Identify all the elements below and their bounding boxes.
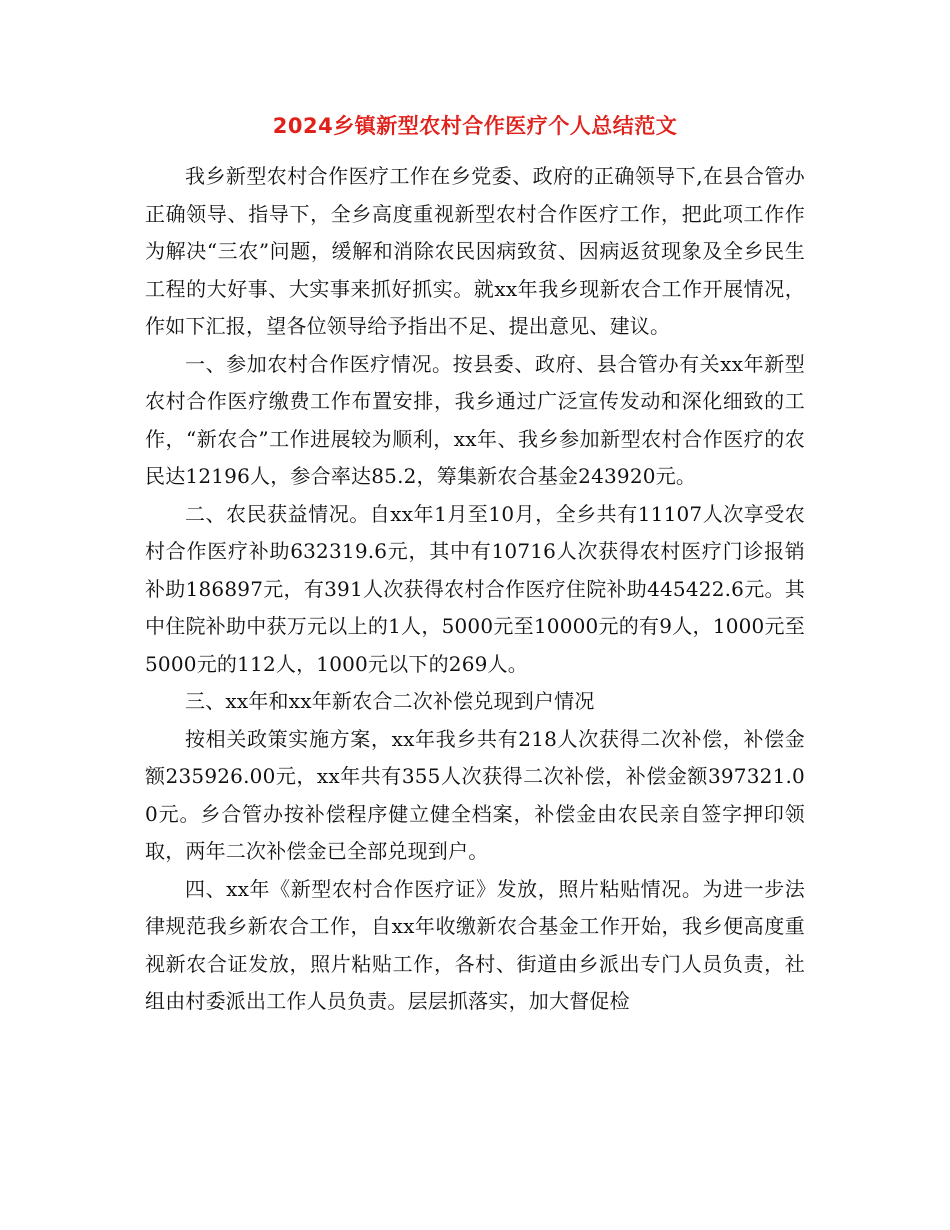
- document-title: 2024乡镇新型农村合作医疗个人总结范文: [272, 114, 678, 138]
- paragraph-section-4: 四、xx年《新型农村合作医疗证》发放，照片粘贴情况。为进一步法律规范我乡新农合工作，自xx年收缴新农合基金工作开始，我乡便高度重视新农合证发放，照片粘贴工作，各村、街道由乡派出专门人员负责，社组由村委派出工作人员负责。层层抓落实，加大督促检: [145, 876, 805, 1013]
- paragraph-section-2: 二、农民获益情况。自xx年1月至10月，全乡共有11107人次享受农村合作医疗补助632319.6元，其中有10716人次获得农村医疗门诊报销补助186897元，有391人次获得农村合作医疗住院补助445422.6元。其中住院补助中获万元以上的1人，5000元至10000元的有9人，1000元至5000元的112人，1000元以下的269人。: [145, 501, 805, 676]
- paragraph-section-3-heading: 三、xx年和xx年新农合二次补偿兑现到户情况: [185, 689, 595, 713]
- paragraph-intro: 我乡新型农村合作医疗工作在乡党委、政府的正确领导下,在县合管办正确领导、指导下，全乡高度重视新型农村合作医疗工作，把此项工作作为解决“三农”问题，缓解和消除农民因病致贫、因病返贫现象及全乡民生工程的大好事、大实事来抓好抓实。就xx年我乡现新农合工作开展情况，作如下汇报，望各位领导给予指出不足、提出意见、建议。: [145, 164, 805, 338]
- paragraph-section-1: 一、参加农村合作医疗情况。按县委、政府、县合管办有关xx年新型农村合作医疗缴费工作布置安排，我乡通过广泛宣传发动和深化细致的工作，“新农合”工作进展较为顺利，xx年、我乡参加新型农村合作医疗的农民达12196人，参合率达85.2，筹集新农合基金243920元。: [145, 351, 805, 488]
- paragraph-section-3-body: 按相关政策实施方案，xx年我乡共有218人次获得二次补偿，补偿金额235926.00元，xx年共有355人次获得二次补偿，补偿金额397321.00元。乡合管办按补偿程序健立健全档案，补偿金由农民亲自签字押印领取，两年二次补偿金已全部兑现到户。: [145, 726, 805, 863]
